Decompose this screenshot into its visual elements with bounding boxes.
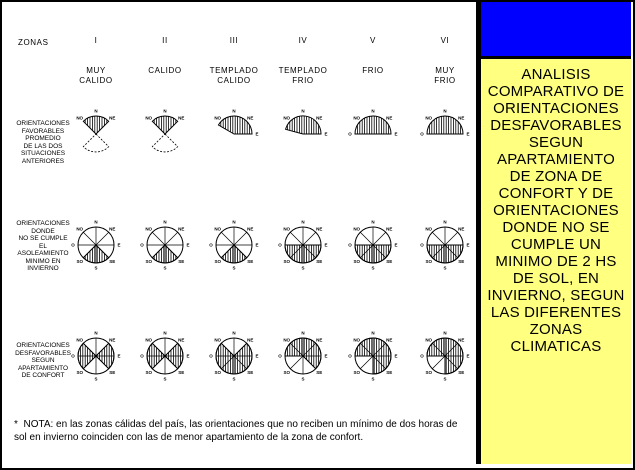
compass-label-no: NO [425,115,433,121]
title-panel-text [484,66,628,355]
row-label-1: PROMEDIO [25,135,61,142]
compass-label-e: E [186,242,190,248]
row-label-1: ORIENTACIONES [16,120,70,127]
compass-label-so: SO [425,369,432,375]
compass-label-no: NO [145,226,153,232]
compass-label-so: SO [425,258,432,264]
title-line: CUMPLE UN [510,236,602,253]
row-label-2: EL [39,242,47,250]
compass-label-s: S [371,265,375,271]
compass-label-o: O [209,353,213,359]
compass-label-e: E [117,353,121,359]
compass-label-so: SO [353,369,360,375]
compass-label-no: NO [145,337,153,343]
compass-label-se: SE [109,369,116,375]
compass-label-ne: NE [247,337,254,343]
orientation-diagrams [2,2,476,464]
compass-label-s: S [301,265,305,271]
compass-label-s: S [232,376,236,382]
compass-spoke [360,356,373,369]
compass-label-so: SO [214,258,221,264]
compass-label-e: E [324,242,328,248]
compass-label-no: NO [283,115,291,121]
row-label-2: MINIMO EN [25,257,61,265]
compass-label-no: NO [214,226,222,232]
favorable-sector-2-outline [152,116,177,134]
opposite-sector-dashed-2 [152,134,177,152]
compass-label-n: N [371,330,375,336]
zone-subtitle-5: FRIO [362,66,384,75]
compass-label-no: NO [425,337,433,343]
compass-spoke [432,232,445,245]
compass-label-no: NO [76,115,84,121]
compass-label-n: N [232,330,236,336]
row-label-2: NO SE CUMPLE [18,235,68,242]
compass-label-no: NO [353,337,361,343]
zone-numeral-1: I [94,36,98,45]
compass-label-e: E [186,353,190,359]
row-label-2: DONDE [31,227,55,235]
compass-label-so: SO [283,258,290,264]
compass-label-n: N [163,219,167,225]
compass-label-s: S [163,265,167,271]
compass-label-n: N [163,330,167,336]
compass-spoke [373,232,386,245]
compass-label-ne: NE [109,115,116,121]
compass-label-no: NO [283,226,291,232]
compass-label-o: O [209,242,213,248]
compass-spoke [303,232,316,245]
row-label-2: ASOLEAMIENTO [17,250,69,257]
compass-label-s: S [443,376,447,382]
compass-label-se: SE [458,258,465,264]
compass-label-no: NO [425,226,433,232]
compass-label-so: SO [145,369,152,375]
compass-label-n: N [232,219,236,225]
compass-label-s: S [443,265,447,271]
compass-label-no: NO [353,115,361,121]
zone-numeral-5: V [370,36,376,45]
title-line: APARTAMIENTO [497,151,615,168]
compass-spoke [432,356,445,369]
zone-subtitle-4: FRIO [292,76,314,85]
compass-label-ne: NE [386,226,393,232]
compass-label-se: SE [247,369,254,375]
compass-label-se: SE [247,258,254,264]
row-label-1: FAVORABLES [21,127,65,135]
compass-label-so: SO [283,369,290,375]
compass-spoke [234,232,247,245]
zone-subtitle-2: CALIDO [148,66,182,75]
row-label-3: ORIENTACIONES [16,342,70,349]
compass-label-e: E [324,353,328,359]
zone-numeral-4: IV [298,36,308,45]
opposite-sector-dashed-1 [83,134,108,152]
compass-label-s: S [163,376,167,382]
compass-label-se: SE [178,369,185,375]
compass-spoke [290,232,303,245]
compass-label-no: NO [214,337,222,343]
compass-label-n: N [163,108,167,114]
zone-subtitle-1: CALIDO [79,76,113,85]
title-line: LAS DIFERENTES [490,304,622,321]
title-line: ORIENTACIONES [493,202,619,219]
compass-label-so: SO [214,369,221,375]
row-label-1: SITUACIONES [20,150,66,157]
compass-label-n: N [301,330,305,336]
compass-label-ne: NE [109,226,116,232]
compass-label-so: SO [145,258,152,264]
compass-label-e: E [117,242,121,248]
compass-label-n: N [301,108,305,114]
compass-label-n: N [371,219,375,225]
compass-label-ne: NE [178,226,185,232]
compass-label-o: O [278,353,282,359]
compass-spoke [83,232,96,245]
compass-label-n: N [94,219,98,225]
compass-label-n: N [301,219,305,225]
blue-header-box [481,2,631,56]
compass-label-o: O [278,242,282,248]
zone-subtitle-4: TEMPLADO [278,66,328,75]
compass-label-so: SO [76,258,83,264]
compass-label-o: O [71,242,75,248]
compass-label-n: N [94,330,98,336]
compass-label-n: N [443,108,447,114]
compass-label-n: N [443,219,447,225]
compass-label-n: N [443,330,447,336]
compass-label-o: O [420,131,424,137]
compass-label-n: N [232,108,236,114]
compass-label-ne: NE [109,337,116,343]
title-line: DE ZONA DE [509,168,603,185]
zone-numeral-2: II [162,36,168,45]
compass-label-so: SO [76,369,83,375]
row-label-3: DE CONFORT [21,372,65,379]
compass-label-no: NO [145,115,153,121]
title-line: ANALISIS [521,66,591,83]
compass-label-ne: NE [247,115,254,121]
compass-label-no: NO [214,115,222,121]
favorable-sector-1-outline [83,116,108,134]
title-line: DONDE NO SE [502,219,610,236]
compass-label-no: NO [353,226,361,232]
compass-label-e: E [394,242,398,248]
compass-spoke [290,356,303,369]
compass-label-no: NO [76,226,84,232]
compass-label-ne: NE [178,115,185,121]
title-line: ORIENTACIONES [493,100,619,117]
title-line: ZONAS [529,321,583,338]
compass-label-se: SE [386,369,393,375]
title-line: CONFORT Y DE [498,185,614,202]
compass-label-ne: NE [247,226,254,232]
compass-label-no: NO [76,337,84,343]
compass-label-s: S [301,376,305,382]
compass-label-e: E [466,131,470,137]
compass-label-e: E [466,353,470,359]
compass-spoke [445,232,458,245]
compass-label-no: NO [283,337,291,343]
title-line: DE SOL, EN [512,270,600,287]
compass-label-se: SE [316,369,323,375]
row-label-3: DESFAVORABLES [15,349,71,357]
zone-numeral-3: III [229,36,239,45]
compass-spoke [96,232,109,245]
compass-label-se: SE [109,258,116,264]
row-label-2: INVIERNO [27,265,59,272]
compass-label-e: E [255,242,259,248]
footnote-text: NOTA: en las zonas cálidas del país, las orientaciones que no reciben un mínimo de dos horas de sol en invierno coinciden con las de menor apartamiento de la zona de confort. [14,419,458,443]
title-line: CLIMATICAS [510,338,602,355]
compass-label-e: E [466,242,470,248]
compass-label-e: E [255,353,259,359]
row-label-3: SEGUN [31,357,55,364]
compass-label-o: O [420,353,424,359]
compass-label-se: SE [178,258,185,264]
title-line: SEGUN [528,134,584,151]
compass-spoke [360,232,373,245]
compass-label-o: O [140,242,144,248]
title-line: MINIMO DE 2 HS [495,253,617,270]
footnote-star: * [14,419,18,430]
compass-label-so: SO [353,258,360,264]
compass-label-o: O [348,242,352,248]
zone-subtitle-3: TEMPLADO [209,66,259,75]
compass-label-ne: NE [316,115,323,121]
compass-label-se: SE [316,258,323,264]
compass-label-se: SE [386,258,393,264]
compass-label-s: S [94,265,98,271]
compass-label-s: S [371,376,375,382]
zone-subtitle-3: CALIDO [217,76,251,85]
compass-label-e: E [394,353,398,359]
compass-label-s: S [94,376,98,382]
compass-label-e: E [255,131,259,137]
row-label-1: ANTERIORES [21,157,65,165]
compass-label-ne: NE [458,115,465,121]
compass-label-o: O [348,353,352,359]
compass-label-ne: NE [178,337,185,343]
compass-label-ne: NE [458,337,465,343]
compass-label-ne: NE [316,337,323,343]
compass-label-o: O [71,353,75,359]
compass-label-ne: NE [386,115,393,121]
compass-label-s: S [232,265,236,271]
compass-spoke [221,232,234,245]
compass-label-o: O [140,353,144,359]
compass-label-ne: NE [316,226,323,232]
compass-spoke [152,232,165,245]
diagram-area [2,2,476,464]
compass-label-n: N [94,108,98,114]
zone-numeral-6: VI [440,36,450,45]
zonas-label: ZONAS [18,38,49,47]
row-label-2: ORIENTACIONES [16,220,70,227]
compass-label-o: O [420,242,424,248]
zone-subtitle-6: FRIO [434,76,456,85]
compass-label-se: SE [458,369,465,375]
title-line: COMPARATIVO DE [487,83,625,100]
footnote [14,419,469,444]
compass-label-e: E [394,131,398,137]
row-label-1: DE LAS DOS [23,142,63,150]
compass-label-n: N [371,108,375,114]
title-line: INVIERNO, SEGUN [487,287,625,304]
compass-label-ne: NE [458,226,465,232]
compass-spoke [165,232,178,245]
title-line: DESFAVORABLES [490,117,622,134]
compass-label-e: E [324,131,328,137]
compass-label-ne: NE [386,337,393,343]
zone-subtitle-6: MUY [435,66,455,75]
compass-label-o: O [348,131,352,137]
zone-subtitle-1: MUY [86,66,106,75]
row-label-3: APARTAMIENTO [17,364,69,372]
